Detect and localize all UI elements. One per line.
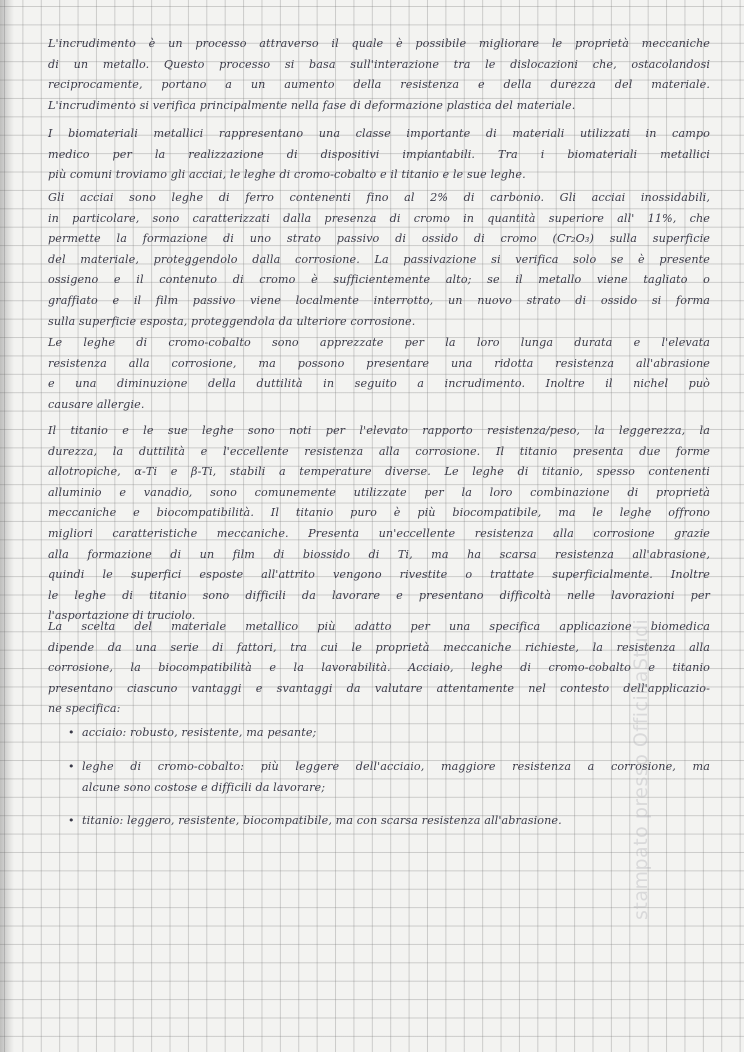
handwritten-line: reciprocamente, portano a un aumento della resistenza e della durezza del materiale. (48, 78, 710, 92)
handwritten-line: I biomateriali metallici rappresentano una classe importante di materiali utilizzati in campo (48, 127, 710, 140)
handwritten-line: acciaio: robusto, resistente, ma pesante; (82, 726, 317, 739)
handwritten-line: ossigeno e il contenuto di cromo è sufficientemente alto; se il metallo viene tagliato o (48, 273, 710, 287)
handwritten-line: graffiato e il film passivo viene localmente interrotto, un nuovo strato di ossido si forma (48, 293, 710, 307)
handwritten-line: le leghe di titanio sono difficili da lavorare e presentano difficoltà nelle lavorazioni per (48, 588, 710, 602)
handwritten-line: presentano ciascuno vantaggi e svantaggi da valutare attentamente nel contesto dell'applicazio- (48, 681, 710, 695)
handwritten-line: dipende da una serie di fattori, tra cui le proprietà meccaniche richieste, la resistenza alla (48, 640, 710, 654)
bullet-acciaio (70, 723, 710, 744)
paragraph-acciai (48, 188, 710, 332)
handwritten-line: di un metallo. Questo processo si basa sull'interazione tra le dislocazioni che, ostacolandosi (48, 57, 710, 71)
handwritten-line: alla formazione di un film di biossido di Ti, ma ha scarsa resistenza all'abrasione, (48, 547, 710, 561)
handwritten-line: allotropiche, α-Ti e β-Ti, stabili a temperature diverse. Le leghe di titanio, spesso contenenti (48, 465, 710, 479)
handwritten-line: ne specifica: (48, 702, 121, 716)
handwritten-line: Il titanio e le sue leghe sono noti per l'elevato rapporto resistenza/peso, la leggerezza, la (48, 424, 710, 437)
bullet-text (82, 723, 710, 744)
handwritten-line: titanio: leggero, resistente, biocompatibile, ma con scarsa resistenza all'abrasione. (82, 814, 562, 827)
handwritten-line: resistenza alla corrosione, ma possono presentare una ridotta resistenza all'abrasione (48, 356, 710, 370)
paragraph-biomateriali (48, 124, 710, 186)
handwritten-line: Le leghe di cromo-cobalto sono apprezzate per la loro lunga durata e l'elevata (48, 336, 710, 349)
handwritten-line: corrosione, la biocompatibilità e la lavorabilità. Acciaio, leghe di cromo-cobalto e titanio (48, 661, 710, 675)
bullet-text (82, 757, 710, 798)
handwritten-line: alluminio e vanadio, sono comunemente utilizzate per la loro combinazione di proprietà (48, 485, 710, 499)
bullet-dot: • (68, 760, 75, 773)
bullet-text (82, 811, 710, 832)
page-binding-shadow (0, 0, 14, 1052)
handwritten-line: permette la formazione di uno strato passivo di ossido di cromo (Cr₂O₃) sulla superficie (48, 232, 710, 246)
paragraph-scelta-materiale (48, 617, 710, 720)
paragraph-incrudimento (48, 34, 710, 116)
handwritten-line: alcune sono costose e difficili da lavorare; (82, 780, 326, 794)
handwritten-line: causare allergie. (48, 397, 145, 411)
handwritten-line: e una diminuzione della duttilità in seguito a incrudimento. Inoltre il nichel può (48, 377, 710, 391)
handwritten-line: L'incrudimento si verifica principalmente nella fase di deformazione plastica del materiale. (48, 98, 576, 112)
handwritten-line: quindi le superfici esposte all'attrito vengono rivestite o trattate superficialmente. Inoltre (48, 568, 710, 582)
handwritten-line: più comuni troviamo gli acciai, le leghe di cromo-cobalto e il titanio e le sue leghe. (48, 168, 526, 182)
bullet-dot: • (68, 726, 75, 739)
handwritten-line: del materiale, proteggendolo dalla corrosione. La passivazione si verifica solo se è presente (48, 252, 710, 266)
handwritten-line: migliori caratteristiche meccaniche. Presenta un'eccellente resistenza alla corrosione grazie (48, 526, 710, 540)
handwritten-line: Gli acciai sono leghe di ferro contenenti fino al 2% di carbonio. Gli acciai inossidabili, (48, 191, 710, 204)
handwritten-line: sulla superficie esposta, proteggendola da ulteriore corrosione. (48, 314, 416, 328)
handwritten-line: durezza, la duttilità e l'eccellente resistenza alla corrosione. Il titanio presenta due forme (48, 444, 710, 458)
handwritten-line: leghe di cromo-cobalto: più leggere dell'acciaio, maggiore resistenza a corrosione, ma (82, 760, 710, 773)
bullet-titanio (70, 811, 710, 832)
paragraph-titanio (48, 421, 710, 627)
handwritten-line: in particolare, sono caratterizzati dalla presenza di cromo in quantità superiore all' 11%, che (48, 211, 710, 225)
handwritten-line: meccaniche e biocompatibilità. Il titanio puro è più biocompatibile, ma le leghe offrono (48, 506, 710, 520)
handwritten-line: l'asportazione di truciolo. (48, 609, 196, 623)
paragraph-cromo-cobalto (48, 333, 710, 415)
handwritten-line: La scelta del materiale metallico più adatto per una specifica applicazione biomedica (48, 620, 710, 633)
bullet-dot: • (68, 814, 75, 827)
handwritten-line: medico per la realizzazione di dispositivi impiantabili. Tra i biomateriali metallici (48, 147, 710, 161)
handwritten-line: L'incrudimento è un processo attraverso il quale è possibile migliorare le proprietà meccaniche (48, 37, 710, 50)
bullet-cromo-cobalto (70, 757, 710, 798)
watermark: stampato presso OfficinaStudi (630, 618, 652, 920)
